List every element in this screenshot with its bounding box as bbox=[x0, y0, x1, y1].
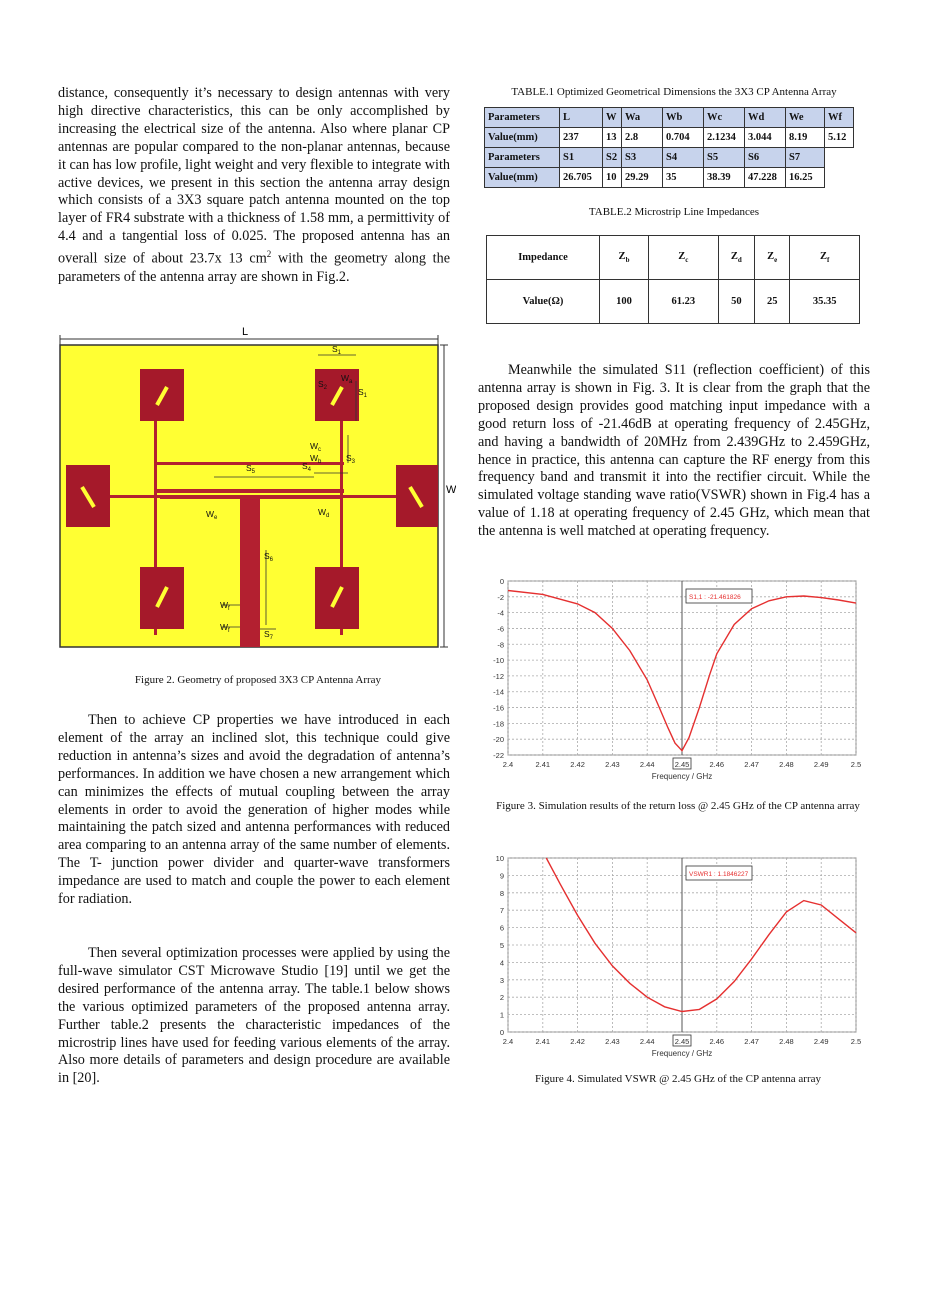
results-paragraph: Meanwhile the simulated S11 (reflection coefficient) of this antenna array is shown in Fig. 3. It is clear from the graph that the proposed design provides good matching input impedance with a good return loss of -21.46dB at operating frequency of 2.45GHz, and having a bandwidth of 20MHz from 2.439GHz to 2.459GHz, hence in practice, this antenna can capture the RF energy from this frequency band and transmit it into the rectifier circuit. While the simulated voltage standing wave ratio(VSWR) shown in Fig.4 has a value of 1.18 at operating frequency of 2.45 GHz, which mean that the antenna is well matched at operating frequency. bbox=[478, 362, 870, 540]
y-tick-label: 0 bbox=[499, 1028, 504, 1037]
x-tick-label: 2.44 bbox=[639, 760, 655, 769]
label-S6: $S_6$ bbox=[264, 551, 274, 563]
y-tick-label: -14 bbox=[493, 687, 504, 697]
figure-4-chart bbox=[478, 852, 862, 1062]
label-S3: $S_3$ bbox=[346, 453, 356, 465]
x-tick-label: 2.4 bbox=[502, 1037, 514, 1046]
y-tick-label: -2 bbox=[497, 592, 504, 602]
label-W: W bbox=[446, 484, 456, 496]
label-Wc: $W_c$ bbox=[310, 441, 322, 453]
y-tick-label: 4 bbox=[499, 958, 504, 968]
y-tick-label: -6 bbox=[497, 624, 504, 634]
label-S1: $S_1$ bbox=[332, 344, 342, 356]
x-tick-label: 2.43 bbox=[605, 1037, 620, 1046]
marker-label bbox=[686, 589, 752, 603]
y-tick-label: 6 bbox=[499, 923, 504, 933]
label-L: L bbox=[242, 326, 249, 338]
x-tick-label: 2.5 bbox=[850, 760, 862, 769]
table-row: Impedance $Z_b$ $Z_c$ $Z_d$ $Z_e$ $Z_f$ bbox=[487, 236, 860, 280]
patch-top-right bbox=[315, 369, 359, 421]
table-2-caption: TABLE.2 Microstrip Line Impedances bbox=[588, 206, 760, 218]
x-tick-label: 2.43 bbox=[605, 760, 620, 769]
patch-bottom-left bbox=[140, 567, 184, 629]
table-row: Parameters S1 S2 S3 S4 S5 S6 S7 bbox=[485, 148, 854, 168]
main-feed-line bbox=[240, 499, 260, 647]
figure-3-caption: Figure 3. Simulation results of the return loss @ 2.45 GHz of the CP antenna array bbox=[496, 800, 860, 812]
label-Wf1: $W_f$ bbox=[220, 600, 230, 612]
x-tick-label: 2.5 bbox=[850, 1037, 862, 1046]
label-Wa: $W_a$ bbox=[341, 373, 353, 385]
label-Wf2: $W_f$ bbox=[220, 622, 230, 634]
x-tick-label: 2.48 bbox=[779, 760, 794, 769]
label-S1b: $S_1$ bbox=[358, 387, 368, 399]
x-axis-label: Frequency / GHz bbox=[651, 1049, 713, 1058]
y-tick-label: -4 bbox=[497, 608, 504, 618]
table-2 bbox=[486, 235, 860, 324]
table-1 bbox=[484, 107, 854, 188]
x-tick-label: 2.42 bbox=[570, 1037, 585, 1046]
x-tick-label: 2.47 bbox=[744, 1037, 759, 1046]
y-tick-label: -12 bbox=[493, 671, 504, 681]
figure-4-caption: Figure 4. Simulated VSWR @ 2.45 GHz of the CP antenna array bbox=[535, 1073, 821, 1085]
figure-2-geometry bbox=[56, 325, 456, 665]
x-tick-label: 2.49 bbox=[813, 1037, 829, 1046]
patch-mid-left bbox=[66, 465, 110, 527]
y-tick-label: -18 bbox=[493, 719, 504, 729]
y-tick-label: -16 bbox=[493, 703, 504, 713]
marker-label bbox=[686, 866, 752, 880]
label-S2: $S_2$ bbox=[318, 379, 328, 391]
y-tick-label: 5 bbox=[499, 941, 504, 950]
svg-text:S1,1 : -21.461826: S1,1 : -21.461826 bbox=[689, 594, 741, 601]
x-tick-label: 2.47 bbox=[744, 760, 759, 769]
label-S7: $S_7$ bbox=[264, 629, 274, 641]
intro-paragraph: distance, consequently it’s necessary to design antennas with very high directive characteristics, this can be only accomplished by increasing the electrical size of the antenna. Also where planar CP antennas are popular compared to the non-planar antennas, because it can has low profile, light weight and very flexible to integrate with active devices, we present in this section the antenna array design which consists of a 3X3 square patch antenna mounted on the top layer of FR4 substrate with a thickness of 1.58 mm, a permittivity of 4.4 and a tangential loss of 0.025. The proposed antenna has an overall size of about 23.7x 13 $cm^2$ with the geometry along the parameters of the antenna array are shown in Fig.2. bbox=[58, 85, 450, 285]
table-row: Value(Ω) 100 61.23 50 25 35.35 bbox=[487, 280, 860, 324]
svg-text:VSWR1 : 1.1846227: VSWR1 : 1.1846227 bbox=[689, 871, 749, 878]
patch-bottom-right bbox=[315, 567, 359, 629]
y-tick-label: -10 bbox=[493, 656, 504, 666]
label-We: $W_e$ bbox=[206, 509, 218, 521]
y-tick-label: 7 bbox=[499, 906, 504, 916]
x-tick-label: 2.4 bbox=[502, 760, 514, 769]
x-tick-label: 2.41 bbox=[535, 760, 551, 769]
y-tick-label: -20 bbox=[493, 735, 504, 745]
y-tick-label: -22 bbox=[493, 751, 504, 760]
y-tick-label: 2 bbox=[499, 993, 504, 1003]
x-tick-label: 2.41 bbox=[535, 1037, 551, 1046]
figure-3-chart bbox=[478, 575, 862, 785]
table-1-caption: TABLE.1 Optimized Geometrical Dimensions the 3X3 CP Antenna Array bbox=[511, 86, 837, 98]
label-S4: $S_4$ bbox=[302, 461, 312, 473]
label-Wb: $W_b$ bbox=[310, 453, 322, 465]
y-tick-label: 9 bbox=[499, 871, 504, 881]
x-tick-label: 2.46 bbox=[709, 760, 725, 769]
y-tick-label: 0 bbox=[499, 577, 504, 586]
x-tick-label: 2.45 bbox=[674, 760, 690, 769]
table-row: Value(mm) 237 13 2.8 0.704 2.1234 3.044 8.19 5.12 bbox=[485, 128, 854, 148]
x-tick-label: 2.46 bbox=[709, 1037, 725, 1046]
figure-2-caption: Figure 2. Geometry of proposed 3X3 CP Antenna Array bbox=[134, 674, 382, 686]
table-row: Parameters L W Wa Wb Wc Wd We Wf bbox=[485, 108, 854, 128]
table-row: Value(mm) 26.705 10 29.29 35 38.39 47.228 16.25 bbox=[485, 168, 854, 188]
cp-paragraph: Then to achieve CP properties we have introduced in each element of the array an inclined slot, this technique could give reduction in antenna’s sizes and avoid the degradation of antenna’s performances. In addition we have chosen a new arrangement which can minimizes the effects of mutual coupling between the array elements in order to avoid the generation of higher modes while maintaining the patch sized and antenna performances with reduced area comparing to an antenna array of the same number of elements. The T- junction power divider and quarter-wave transformers impedance are used to match and couple the power to each element for radiation. bbox=[58, 712, 450, 908]
x-tick-label: 2.45 bbox=[674, 1037, 690, 1046]
y-tick-label: -8 bbox=[497, 640, 504, 650]
x-axis-label: Frequency / GHz bbox=[651, 772, 713, 781]
x-tick-label: 2.44 bbox=[639, 1037, 655, 1046]
y-tick-label: 10 bbox=[495, 854, 504, 863]
optimization-paragraph: Then several optimization processes were applied by using the full-wave simulator CST Microwave Studio [19] until we get the desired performance of the antenna array. The table.1 below shows the various optimized parameters of the proposed antenna array. Further table.2 presents the characteristic impedances of the microstrip lines have used for feeding various elements of the array. Also more details of parameters and design procedure are available in [20]. bbox=[58, 945, 450, 1087]
x-tick-label: 2.42 bbox=[570, 760, 585, 769]
x-tick-label: 2.49 bbox=[813, 760, 829, 769]
x-tick-label: 2.48 bbox=[779, 1037, 794, 1046]
patch-mid-right bbox=[396, 465, 438, 527]
y-tick-label: 8 bbox=[499, 888, 504, 898]
label-Wd: $W_d$ bbox=[318, 507, 330, 519]
label-S5: $S_5$ bbox=[246, 463, 256, 475]
y-tick-label: 1 bbox=[499, 1010, 504, 1020]
y-tick-label: 3 bbox=[499, 975, 504, 985]
patch-top-left bbox=[140, 369, 184, 421]
